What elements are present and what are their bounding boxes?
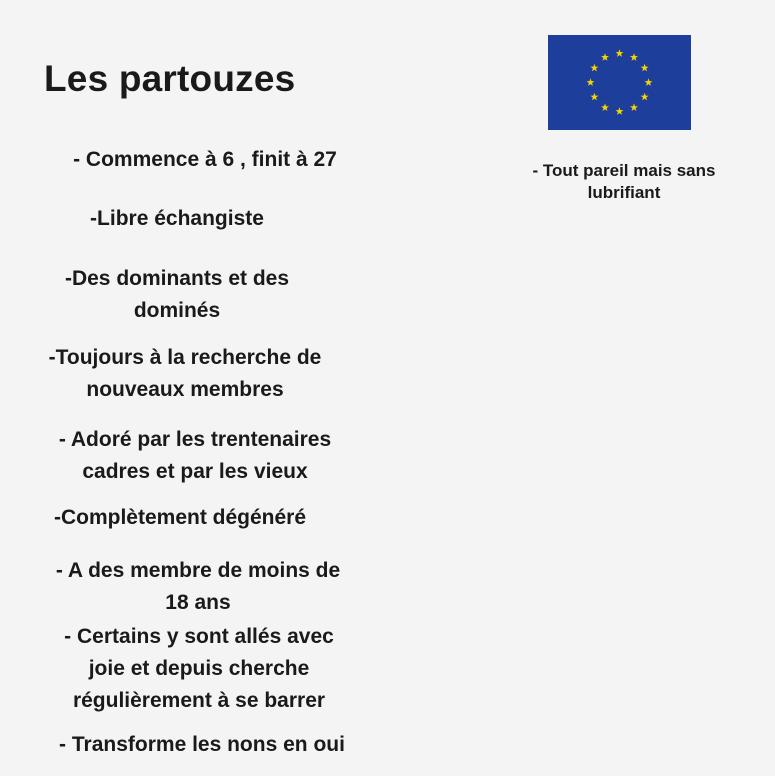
list-item: -Des dominants et des dominés — [64, 267, 290, 322]
list-item: - Commence à 6 , finit à 27 — [73, 148, 337, 171]
eu-caption: - Tout pareil mais sans lubrifiant — [532, 161, 716, 202]
list-item: -Toujours à la recherche de nouveaux membres — [48, 346, 322, 401]
eu-flag-icon — [548, 35, 691, 130]
list-item: - Certains y sont allés avec joie et depuis cherche régulièrement à se barrer — [64, 625, 334, 712]
list-item: - A des membre de moins de 18 ans — [55, 559, 341, 614]
list-item: - Adoré par les trentenaires cadres et par les vieux — [58, 428, 332, 483]
list-item: - Transforme les nons en oui — [59, 733, 345, 756]
page-title: Les partouzes — [44, 58, 296, 99]
list-item: -Complètement dégénéré — [53, 506, 307, 529]
list-item: -Libre échangiste — [90, 207, 264, 230]
